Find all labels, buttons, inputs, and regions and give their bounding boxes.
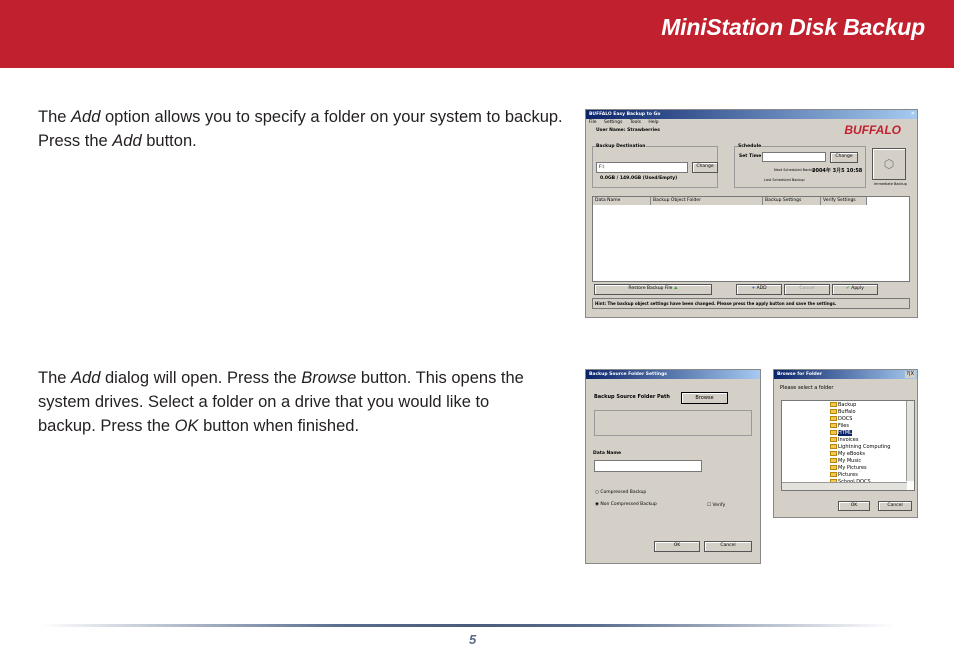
column-backup-object-folder[interactable]: Backup Object Folder [651, 197, 763, 205]
folder-icon [830, 416, 837, 421]
change-destination-button[interactable]: Change [692, 162, 718, 173]
vertical-scrollbar[interactable] [906, 401, 914, 481]
non-compressed-radio[interactable] [595, 502, 657, 507]
schedule-group-label: Schedule [738, 144, 762, 149]
emphasis-browse: Browse [301, 369, 357, 387]
emphasis-add: Add [71, 369, 101, 387]
source-path-field[interactable] [594, 410, 752, 436]
browse-button[interactable]: Browse [681, 392, 728, 404]
restore-icon: ⛰ [673, 286, 678, 291]
tree-item-music[interactable] [830, 458, 861, 464]
page-title: MiniStation Disk Backup [661, 14, 925, 40]
tree-item-label: Buffalo [838, 409, 856, 415]
immediate-backup-label: Immediate Backup [874, 182, 907, 186]
add-button[interactable] [736, 284, 782, 295]
source-path-label: Backup Source Folder Path [594, 394, 670, 400]
user-name-label: User Name: Strawberries [596, 128, 660, 133]
tree-item-label: My Pictures [838, 465, 867, 471]
folder-icon [830, 423, 837, 428]
folder-icon [830, 444, 837, 449]
source-folder-dialog [585, 369, 761, 564]
close-icon[interactable]: ✕ [910, 111, 915, 117]
horizontal-scrollbar[interactable] [782, 482, 907, 490]
tree-item-label: My Music [838, 458, 862, 464]
change-schedule-button[interactable]: Change [830, 152, 858, 163]
text-run: dialog will open. Press the [100, 369, 302, 387]
data-name-input[interactable] [594, 460, 702, 472]
tree-item-label-selected: HTML [838, 430, 852, 436]
apply-button-label: Apply [851, 286, 864, 291]
intro-paragraph [38, 105, 568, 153]
column-data-name[interactable]: Data Name [593, 197, 651, 205]
menu-bar [589, 120, 665, 125]
tree-item-my-pictures[interactable] [830, 465, 867, 471]
tree-item-ebooks[interactable] [830, 451, 865, 457]
menu-file[interactable]: File [589, 120, 597, 125]
tree-item-label: Invoices [838, 437, 859, 443]
restore-button-label: Restore Backup File [628, 286, 673, 291]
column-verify-settings[interactable]: Verify Settings [821, 197, 867, 205]
destination-field[interactable] [596, 162, 688, 173]
folder-icon [830, 472, 837, 477]
set-time-field[interactable] [762, 152, 826, 162]
tree-item-label: Lightning Computing [838, 444, 891, 450]
header-banner [0, 0, 954, 68]
tree-item-label: My eBooks [838, 451, 865, 457]
menu-tools[interactable]: Tools [629, 120, 641, 125]
non-compressed-label: Non Compressed Backup [600, 502, 657, 507]
plus-icon: + [751, 286, 756, 291]
buffalo-logo: BUFFALO [844, 123, 901, 137]
set-time-label: Set Time [739, 154, 762, 159]
main-backup-window [585, 109, 918, 318]
folder-icon [830, 430, 837, 435]
destination-group-label: Backup Destination [596, 144, 646, 149]
browse-ok-button[interactable]: OK [838, 501, 870, 511]
data-name-label: Data Name [593, 451, 622, 456]
next-run-value: 2004年 3月5 10:58 [812, 168, 863, 174]
text-run: option allows you to specify a folder on your system to backup. Press the [38, 108, 563, 150]
cancel-button[interactable]: Cancel [784, 284, 830, 295]
apply-button[interactable] [832, 284, 878, 295]
verify-label: Verify [712, 503, 726, 508]
folder-icon [830, 409, 837, 414]
immediate-backup-icon[interactable]: ⬡ [872, 148, 906, 180]
browse-cancel-button[interactable]: Cancel [878, 501, 912, 511]
compressed-radio[interactable] [595, 490, 646, 495]
cancel-button[interactable]: Cancel [704, 541, 752, 552]
last-backup-label: Last Scheduled Backup [764, 178, 805, 182]
tree-item-invoices[interactable] [830, 437, 858, 443]
next-run-label: Next Scheduled Backup [774, 168, 816, 172]
tree-item-docs[interactable] [830, 416, 852, 422]
text-run: button when finished. [198, 417, 360, 435]
tree-item-label: Files [838, 423, 849, 429]
tree-item-backup[interactable] [830, 402, 856, 408]
tree-item-lightning[interactable] [830, 444, 890, 450]
dialog-paragraph [38, 366, 538, 438]
checkbox-icon: ☐ [707, 503, 712, 508]
text-run: The [38, 369, 72, 387]
column-backup-settings[interactable]: Backup Settings [763, 197, 821, 205]
menu-settings[interactable]: Settings [603, 120, 623, 125]
hint-text: Hint: The backup object settings have been changed. Please press the apply button and save the settings. [595, 301, 837, 306]
restore-backup-button[interactable] [594, 284, 712, 295]
tree-item-label: Backup [838, 402, 857, 408]
browse-titlebar: Browse for Folder [774, 370, 917, 379]
emphasis-add: Add [112, 132, 142, 150]
tree-item-files[interactable] [830, 423, 849, 429]
compressed-label: Compressed Backup [600, 490, 647, 495]
folder-icon [830, 465, 837, 470]
folder-tree[interactable] [781, 400, 915, 491]
checkmark-icon: ✔ [846, 286, 850, 291]
folder-icon [830, 437, 837, 442]
backup-list-table[interactable] [592, 196, 910, 282]
tree-item-html[interactable] [830, 430, 852, 436]
text-run: The [38, 108, 72, 126]
browse-prompt: Please select a folder [780, 385, 834, 391]
text-run: button. This opens the system drives. Select a folder on a drive that you would like to backup. Press the [38, 369, 524, 435]
destination-value: F:\ [599, 165, 605, 170]
tree-item-label: Pictures [838, 472, 858, 478]
add-button-label: ADD [756, 286, 767, 291]
radio-empty-icon: ○ [595, 490, 599, 495]
verify-checkbox[interactable] [707, 503, 725, 508]
emphasis-add: Add [71, 108, 101, 126]
dialog-titlebar: Backup Source Folder Settings [586, 370, 760, 379]
page-number: 5 [469, 632, 477, 647]
emphasis-ok: OK [174, 417, 199, 435]
tree-item-pictures[interactable] [830, 472, 858, 478]
folder-icon [830, 402, 837, 407]
text-run: button. [141, 132, 197, 150]
folder-icon [830, 451, 837, 456]
menu-help[interactable]: Help [648, 120, 659, 125]
folder-icon [830, 458, 837, 463]
radio-selected-icon: ◉ [595, 502, 599, 507]
tree-item-label: DOCS [838, 416, 853, 422]
ok-button[interactable]: OK [654, 541, 700, 552]
browse-folder-dialog [773, 369, 918, 518]
capacity-label: 0.0GB / 149.0GB (Used/Empty) [600, 176, 678, 181]
window-titlebar: BUFFALO Easy Backup to Go [586, 110, 917, 119]
footer-divider [40, 624, 895, 627]
hint-bar [592, 298, 910, 309]
tree-item-buffalo[interactable] [830, 409, 856, 415]
help-close-icon[interactable]: ?|X [906, 371, 914, 377]
